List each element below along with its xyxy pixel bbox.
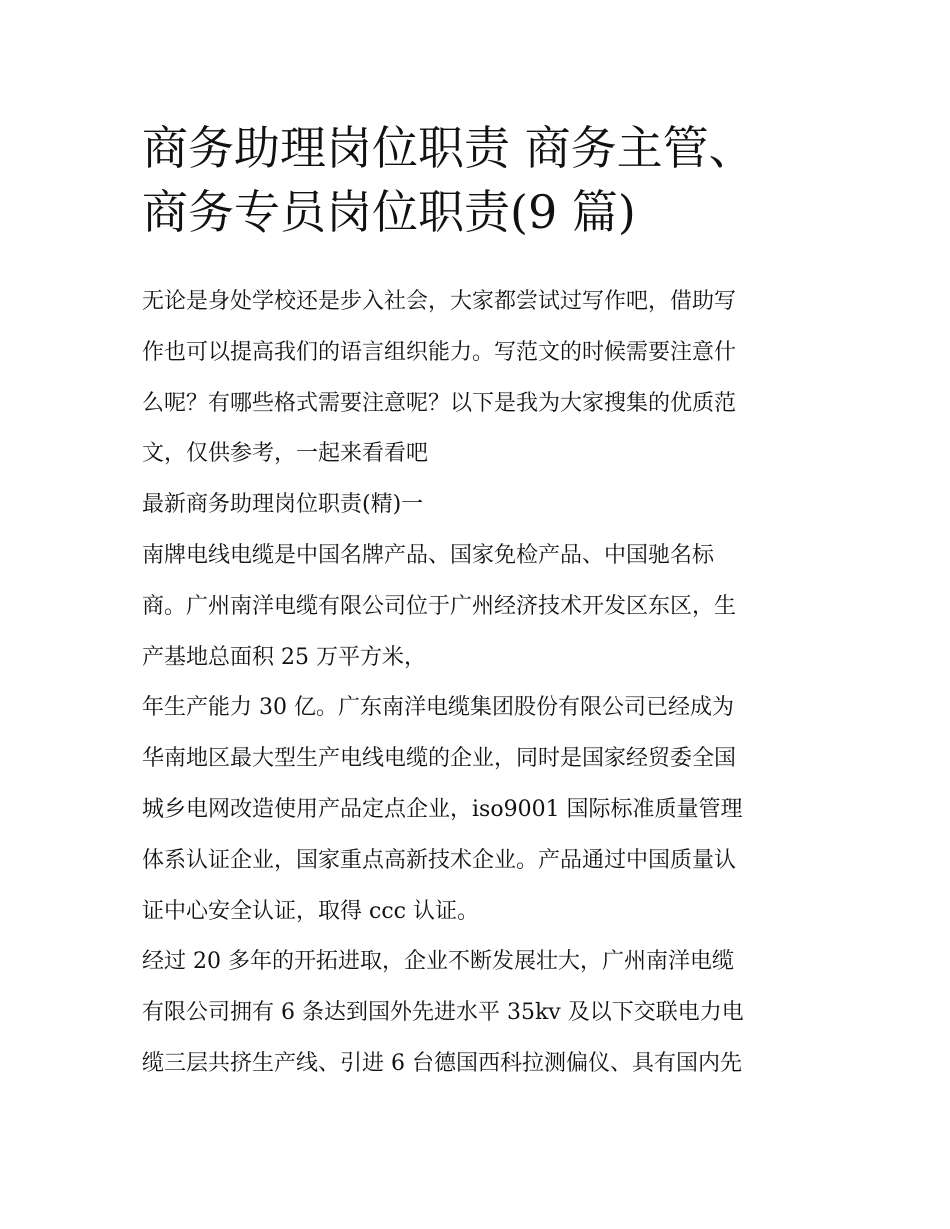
body-line: 华南地区最大型生产电线电缆的企业，同时是国家经贸委全国: [142, 746, 737, 772]
body-line: 有限公司拥有 6 条达到国外先进水平 35kv 及以下交联电力电: [142, 1000, 744, 1026]
document-body: [142, 286, 822, 1099]
body-line: 无论是身处学校还是步入社会，大家都尝试过写作吧，借助写: [142, 289, 737, 314]
document-title: [142, 116, 842, 244]
section-heading: 最新商务助理岗位职责(精)一: [142, 492, 424, 518]
body-line: 产基地总面积 25 万平方米，: [142, 644, 426, 670]
body-line: 缆三层共挤生产线、引进 6 台德国西科拉测偏仪、具有国内先: [142, 1050, 742, 1076]
body-line: 体系认证企业，国家重点高新技术企业。产品通过中国质量认: [142, 847, 737, 873]
body-line: 南牌电线电缆是中国名牌产品、国家免检产品、中国驰名标: [142, 542, 715, 568]
body-line: 商。广州南洋电缆有限公司位于广州经济技术开发区东区，生: [142, 593, 737, 619]
title-line-2: 商务专员岗位职责(9 篇): [142, 185, 636, 239]
title-line-1: 商务助理岗位职责 商务主管、: [142, 121, 755, 175]
body-line: 么呢？有哪些格式需要注意呢？以下是我为大家搜集的优质范: [142, 390, 737, 416]
body-line: 作也可以提高我们的语言组织能力。写范文的时候需要注意什: [142, 339, 737, 365]
body-line: 城乡电网改造使用产品定点企业，iso9001 国际标准质量管理: [142, 796, 743, 822]
body-line: 证中心安全认证，取得 ccc 认证。: [142, 898, 479, 924]
body-line: 文，仅供参考，一起来看看吧: [142, 441, 429, 467]
body-line: 年生产能力 30 亿。广东南洋电缆集团股份有限公司已经成为: [142, 695, 734, 721]
body-line: 经过 20 多年的开拓进取，企业不断发展壮大，广州南洋电缆: [142, 949, 734, 975]
